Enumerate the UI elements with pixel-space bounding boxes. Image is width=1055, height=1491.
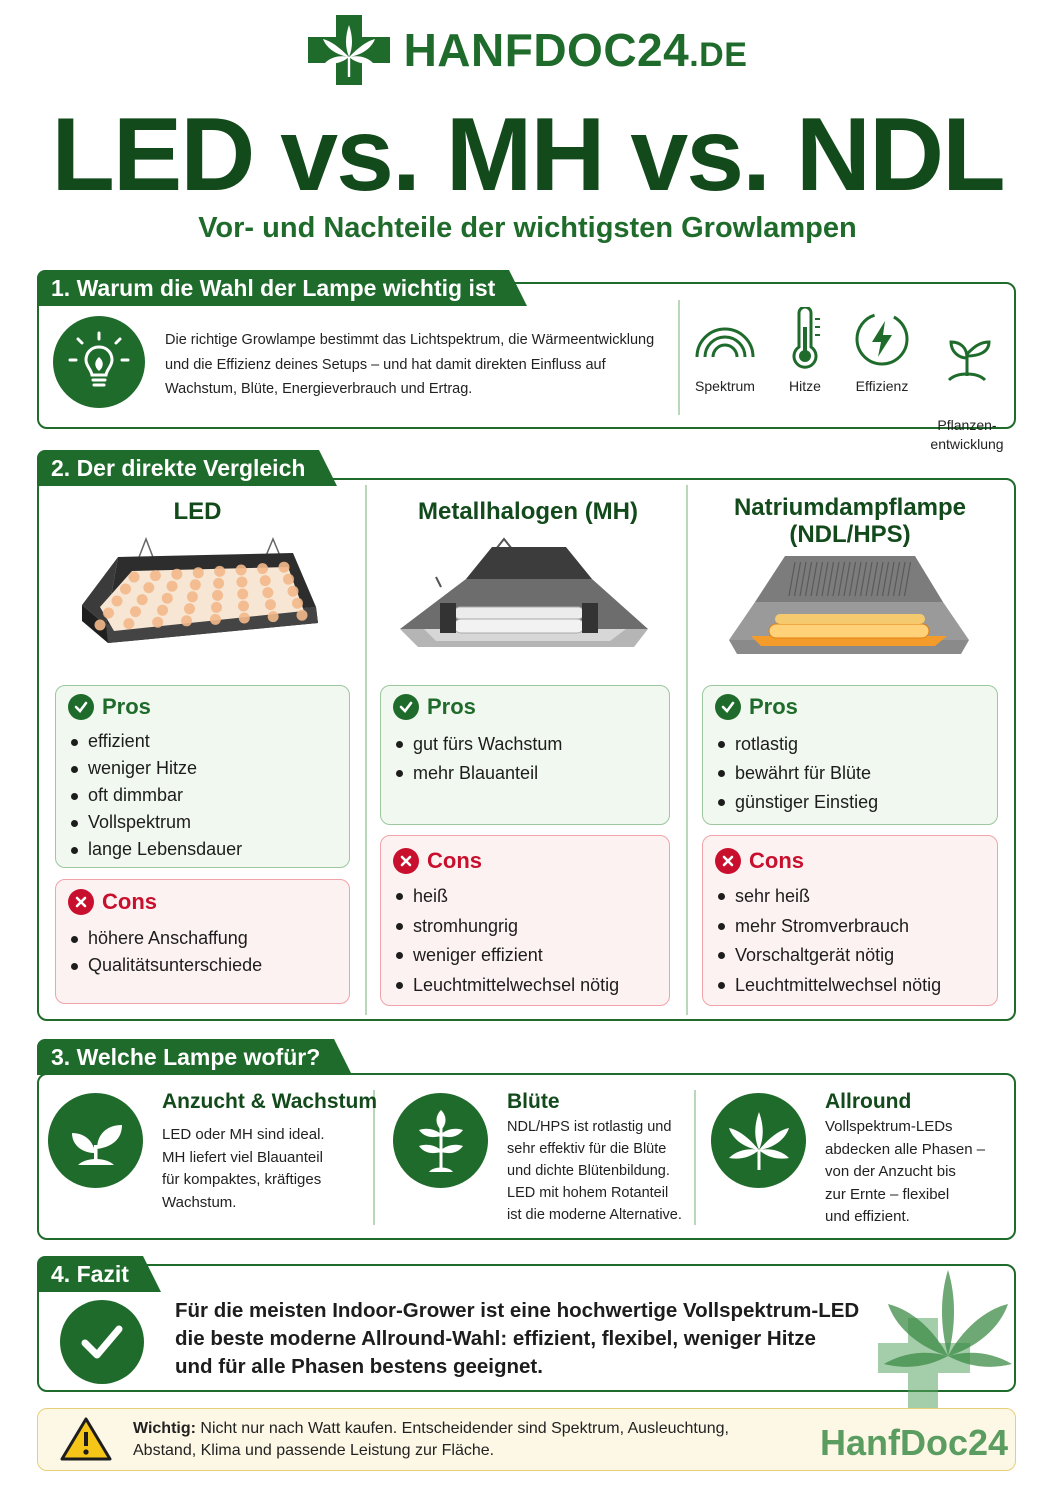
led-dot bbox=[103, 608, 114, 619]
cons-list bbox=[393, 882, 669, 1000]
column-title-led: LED bbox=[173, 498, 222, 525]
mh-lamp-image bbox=[396, 537, 656, 662]
led-dot bbox=[238, 601, 249, 612]
pros-header bbox=[68, 694, 349, 720]
page-title: LED vs. MH vs. NDL bbox=[51, 97, 1004, 213]
led-dot bbox=[297, 610, 308, 621]
feature-label: Pflanzen- entwicklung bbox=[930, 417, 1004, 452]
led-dot bbox=[265, 599, 276, 610]
led-dot bbox=[152, 617, 163, 628]
led-dot bbox=[187, 591, 198, 602]
seedling-icon bbox=[48, 1093, 143, 1188]
warning-icon bbox=[60, 1416, 112, 1462]
list-item: effizient bbox=[68, 728, 349, 755]
led-dot bbox=[120, 584, 131, 595]
led-dot bbox=[262, 587, 273, 598]
led-dot bbox=[213, 578, 224, 589]
cons-box-led bbox=[55, 879, 350, 1004]
cannabis-leaf-icon bbox=[711, 1093, 806, 1188]
rainbow-icon bbox=[686, 304, 764, 374]
led-dot bbox=[214, 566, 225, 577]
brand-header bbox=[0, 10, 1055, 90]
use-title-anzucht: Anzucht & Wachstum bbox=[162, 1090, 378, 1113]
cons-list bbox=[68, 925, 349, 979]
warning-bold-label: Wichtig: bbox=[133, 1420, 196, 1437]
pros-box-ndl bbox=[702, 685, 998, 825]
check-icon bbox=[715, 694, 741, 720]
led-dot bbox=[292, 598, 303, 609]
cons-label: Cons bbox=[427, 848, 482, 873]
pros-list bbox=[68, 728, 349, 863]
led-dot bbox=[167, 581, 178, 592]
list-item: rotlastig bbox=[715, 730, 997, 759]
section-4-tab: 4. Fazit bbox=[37, 1256, 143, 1292]
section-3-tab: 3. Welche Lampe wofür? bbox=[37, 1039, 334, 1075]
led-dot bbox=[130, 606, 141, 617]
led-dot bbox=[236, 577, 247, 588]
pros-list bbox=[715, 730, 997, 817]
section-1-text: Die richtige Growlampe bestimmt das Lichtspektrum, die Wärmeentwicklung und die Effizienz deines Setups – und hat damit direkten Einfluss auf Wachstum, Blüte, Energieverbrauch und Ertrag. bbox=[165, 332, 655, 397]
hanfdoc-logo-decor bbox=[870, 1268, 1015, 1418]
pros-label: Pros bbox=[102, 694, 151, 719]
section-1-divider bbox=[678, 300, 680, 415]
list-item: heiß bbox=[393, 882, 669, 912]
led-dot bbox=[212, 590, 223, 601]
column-title-mh: Metallhalogen (MH) bbox=[418, 498, 638, 525]
use-text-allround: Vollspektrum-LEDs abdecken alle Phasen – von der Anzucht bis zur Ernte – flexibel und effizient. bbox=[825, 1118, 986, 1225]
lightbulb-icon bbox=[53, 316, 145, 408]
led-dot bbox=[257, 563, 268, 574]
pros-box-mh bbox=[380, 685, 670, 825]
led-dot bbox=[288, 586, 299, 597]
list-item: Leuchtmittelwechsel nötig bbox=[715, 971, 997, 1001]
list-item: weniger effizient bbox=[393, 941, 669, 971]
pros-label: Pros bbox=[749, 694, 798, 719]
led-dot bbox=[137, 594, 148, 605]
column-title-ndl: Natriumdampflampe (NDL/HPS) bbox=[733, 494, 967, 548]
list-item: stromhungrig bbox=[393, 912, 669, 942]
feature-label: Spektrum bbox=[695, 378, 755, 394]
use-title-allround: Allround bbox=[825, 1090, 912, 1113]
pros-box-led bbox=[55, 685, 350, 868]
cons-header bbox=[68, 889, 349, 915]
cross-leaf-logo-icon bbox=[308, 15, 390, 85]
list-item: oft dimmbar bbox=[68, 782, 349, 809]
use-text-anzucht: LED oder MH sind ideal. MH liefert viel Blauanteil für kompaktes, kräftiges Wachstum. bbox=[162, 1126, 325, 1211]
list-item: mehr Blauanteil bbox=[393, 759, 669, 788]
led-dot bbox=[268, 611, 279, 622]
hanfdoc-watermark: HanfDoc24 bbox=[820, 1422, 1009, 1463]
cons-label: Cons bbox=[749, 848, 804, 873]
feature-label: Effizienz bbox=[855, 378, 909, 394]
column-divider bbox=[686, 485, 688, 1015]
feature-pflanzenentwicklung bbox=[924, 304, 1010, 473]
list-item: weniger Hitze bbox=[68, 755, 349, 782]
thermometer-icon bbox=[770, 304, 840, 374]
list-item: gut fürs Wachstum bbox=[393, 730, 669, 759]
pros-label: Pros bbox=[427, 694, 476, 719]
led-dot bbox=[239, 613, 250, 624]
list-item: Vollspektrum bbox=[68, 809, 349, 836]
led-dot bbox=[193, 567, 204, 578]
flowering-plant-icon bbox=[393, 1093, 488, 1188]
pros-list bbox=[393, 730, 669, 788]
pros-header bbox=[393, 694, 669, 720]
led-dot bbox=[260, 575, 271, 586]
led-dot bbox=[210, 614, 221, 625]
lightning-icon bbox=[846, 304, 918, 374]
checkmark-circle-icon bbox=[60, 1300, 144, 1384]
list-item: Leuchtmittelwechsel nötig bbox=[393, 971, 669, 1001]
use-title-bluete: Blüte bbox=[507, 1090, 560, 1113]
led-dot bbox=[279, 562, 290, 573]
led-dot bbox=[184, 603, 195, 614]
led-dot bbox=[181, 615, 192, 626]
fazit-text: Für die meisten Indoor-Grower ist eine hochwertige Vollspektrum-LED die beste moderne Allround-Wahl: effizient, flexibel, weniger Hitze und für alle Phasen bestens geeignet. bbox=[175, 1299, 860, 1378]
feature-hitze bbox=[770, 304, 840, 394]
led-dot bbox=[143, 582, 154, 593]
warning-body: Nicht nur nach Watt kaufen. Entscheidender sind Spektrum, Ausleuchtung, Abstand, Klima und passende Leistung zur Fläche. bbox=[133, 1420, 729, 1459]
list-item: mehr Stromverbrauch bbox=[715, 912, 997, 942]
use-text-bluete: NDL/HPS ist rotlastig und sehr effektiv für die Blüte und dichte Blütenbildung. LED mit hohem Rotanteil ist die moderne Alternative. bbox=[507, 1119, 682, 1223]
list-item: höhere Anschaffung bbox=[68, 925, 349, 952]
column-divider bbox=[365, 485, 367, 1015]
cons-box-ndl bbox=[702, 835, 998, 1006]
check-icon bbox=[393, 694, 419, 720]
brand-name: HANFDOC24.DE bbox=[403, 24, 748, 76]
cons-box-mh bbox=[380, 835, 670, 1006]
ndl-lamp-image bbox=[725, 548, 975, 666]
cross-icon bbox=[68, 889, 94, 915]
page-subtitle: Vor- und Nachteile der wichtigsten Growlampen bbox=[198, 212, 857, 244]
led-dot bbox=[237, 589, 248, 600]
led-dot bbox=[190, 579, 201, 590]
cross-icon bbox=[393, 848, 419, 874]
led-dot bbox=[150, 570, 161, 581]
cross-icon bbox=[715, 848, 741, 874]
list-item: lange Lebensdauer bbox=[68, 836, 349, 863]
pros-header bbox=[715, 694, 997, 720]
feature-label: Hitze bbox=[789, 378, 821, 394]
cons-label: Cons bbox=[102, 889, 157, 914]
led-dot bbox=[171, 569, 182, 580]
feature-spektrum bbox=[686, 304, 764, 394]
led-dot bbox=[129, 572, 140, 583]
led-dot bbox=[123, 618, 134, 629]
led-dot bbox=[157, 605, 168, 616]
led-dot bbox=[211, 602, 222, 613]
list-item: bewährt für Blüte bbox=[715, 759, 997, 788]
cons-header bbox=[715, 848, 997, 874]
list-item: Vorschaltgerät nötig bbox=[715, 941, 997, 971]
feature-effizienz bbox=[846, 304, 918, 394]
list-item: Qualitätsunterschiede bbox=[68, 952, 349, 979]
list-item: günstiger Einstieg bbox=[715, 788, 997, 817]
check-icon bbox=[68, 694, 94, 720]
led-dot bbox=[236, 565, 247, 576]
warning-text bbox=[133, 1418, 813, 1462]
list-item: sehr heiß bbox=[715, 882, 997, 912]
section-2-tab: 2. Der direkte Vergleich bbox=[37, 450, 319, 486]
sprout-icon bbox=[924, 323, 1010, 393]
led-dot bbox=[112, 596, 123, 607]
led-dot bbox=[162, 593, 173, 604]
led-dot bbox=[95, 620, 106, 631]
led-lamp-image bbox=[78, 535, 323, 665]
section-3-divider bbox=[694, 1090, 696, 1225]
cons-list bbox=[715, 882, 997, 1000]
cons-header bbox=[393, 848, 669, 874]
led-dot bbox=[283, 574, 294, 585]
section-1-tab: 1. Warum die Wahl der Lampe wichtig ist bbox=[37, 270, 509, 306]
